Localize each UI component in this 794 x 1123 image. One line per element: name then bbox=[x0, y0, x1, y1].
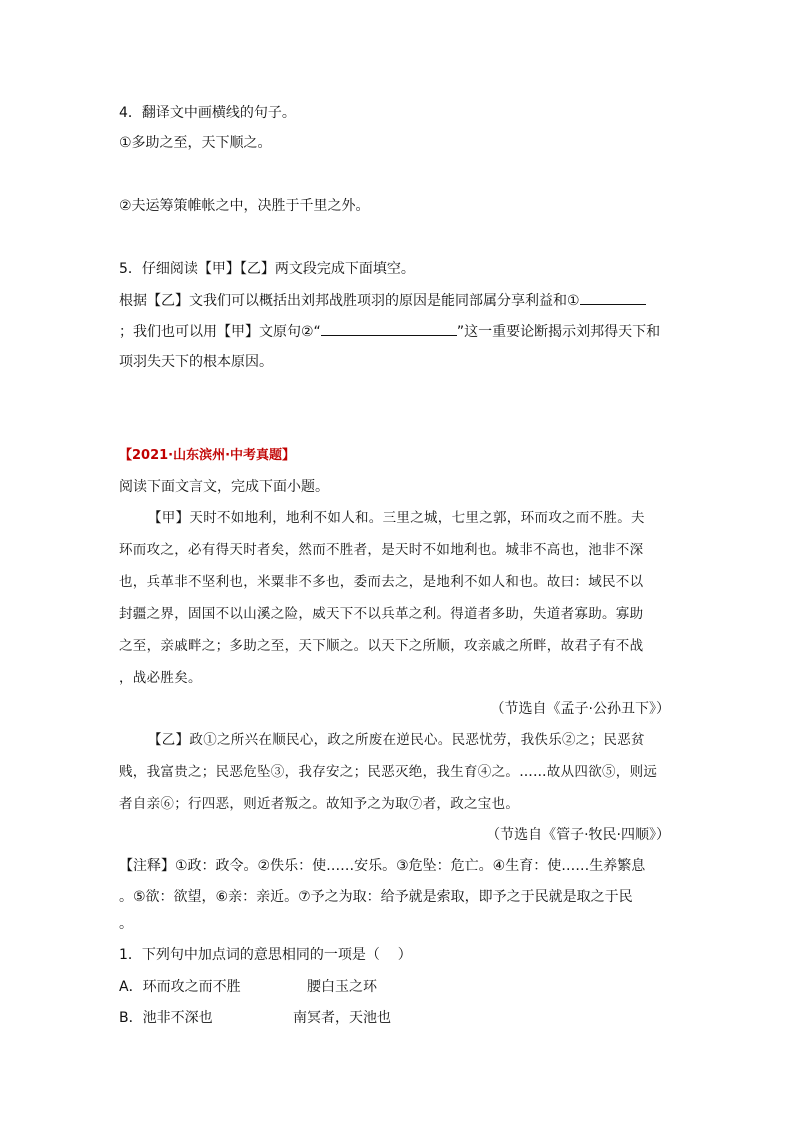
q1-option-a-compare: 腰白玉之环 bbox=[307, 979, 377, 995]
q1-option-b-compare: 南冥者，天池也 bbox=[293, 1010, 391, 1026]
notes-line-1: 【注释】①政：政令。②佚乐：使……安乐。③危坠：危亡。④生育：使……生养繁息 bbox=[119, 858, 646, 874]
answer-blank-2[interactable] bbox=[321, 321, 457, 336]
q1-option-b: B．池非不深也 bbox=[119, 1010, 213, 1026]
passage-jia-source: （节选自《孟子·公孙丑下》） bbox=[490, 701, 670, 717]
passage-jia-line: 【甲】天时不如地利，地利不如人和。三里之城，七里之郭，环而攻之而不胜。夫 bbox=[148, 510, 645, 526]
q5-line-2-a: ；我们也可以用【甲】文原句②“ bbox=[119, 324, 321, 340]
passage-jia-line: 环而攻之，必有得天时者矣，然而不胜者，是天时不如地利也。城非不高也，池非不深 bbox=[119, 542, 644, 558]
q5-line-1-text: 根据【乙】文我们可以概括出刘邦战胜项羽的原因是能同部属分享利益和① bbox=[119, 293, 580, 309]
passage-jia-line: 封疆之界，固国不以山溪之险，威天下不以兵革之利。得道者多助，失道者寡助。寡助 bbox=[119, 606, 644, 622]
passage-yi-line: 【乙】政①之所兴在顺民心，政之所废在逆民心。民恶忧劳，我佚乐②之；民恶贫 bbox=[148, 732, 645, 748]
q5-line-3: 项羽失天下的根本原因。 bbox=[119, 354, 273, 370]
q5-line-2 bbox=[119, 321, 660, 342]
q1-option-a: A．环而攻之而不胜 bbox=[119, 979, 241, 995]
q4-item-1: ①多助之至，天下顺之。 bbox=[119, 135, 272, 151]
source-tag: 【2021·山东滨州·中考真题】 bbox=[119, 448, 296, 463]
passage-yi-line: 者自亲⑥；行四恶，则近者叛之。故知予之为取⑦者，政之宝也。 bbox=[119, 796, 520, 812]
passage-jia-line: 也，兵革非不坚利也，米粟非不多也，委而去之，是地利不如人和也。故曰：域民不以 bbox=[119, 574, 644, 590]
q1-title: 1．下列句中加点词的意思相同的一项是（ ） bbox=[119, 947, 412, 963]
q5-line-2-b: ”这一重要论断揭示刘邦得天下和 bbox=[456, 324, 661, 340]
q4-title: 4．翻译文中画横线的句子。 bbox=[119, 105, 296, 121]
passage-yi-line: 贱，我富贵之；民恶危坠③，我存安之；民恶灭绝，我生育④之。……故从四欲⑤，则远 bbox=[119, 764, 658, 780]
q4-item-2: ②夫运筹策帷帐之中，决胜于千里之外。 bbox=[119, 198, 370, 214]
passage-jia-line: ，战必胜矣。 bbox=[119, 670, 202, 686]
q5-title: 5．仔细阅读【甲】【乙】两文段完成下面填空。 bbox=[119, 261, 415, 277]
passage-yi-source: （节选自《管子·牧民·四顺》） bbox=[486, 827, 670, 843]
notes-line-2: 。⑤欲：欲望，⑥亲：亲近。⑦予之为取：给予就是索取，即予之于民就是取之于民 bbox=[119, 889, 633, 905]
notes-line-3: 。 bbox=[119, 916, 133, 932]
q5-line-1 bbox=[119, 290, 646, 311]
passage-jia-line: 之至，亲戚畔之；多助之至，天下顺之。以天下之所顺，攻亲戚之所畔，故君子有不战 bbox=[119, 638, 644, 654]
answer-blank-1[interactable] bbox=[580, 290, 646, 305]
instruction: 阅读下面文言文，完成下面小题。 bbox=[119, 479, 329, 495]
